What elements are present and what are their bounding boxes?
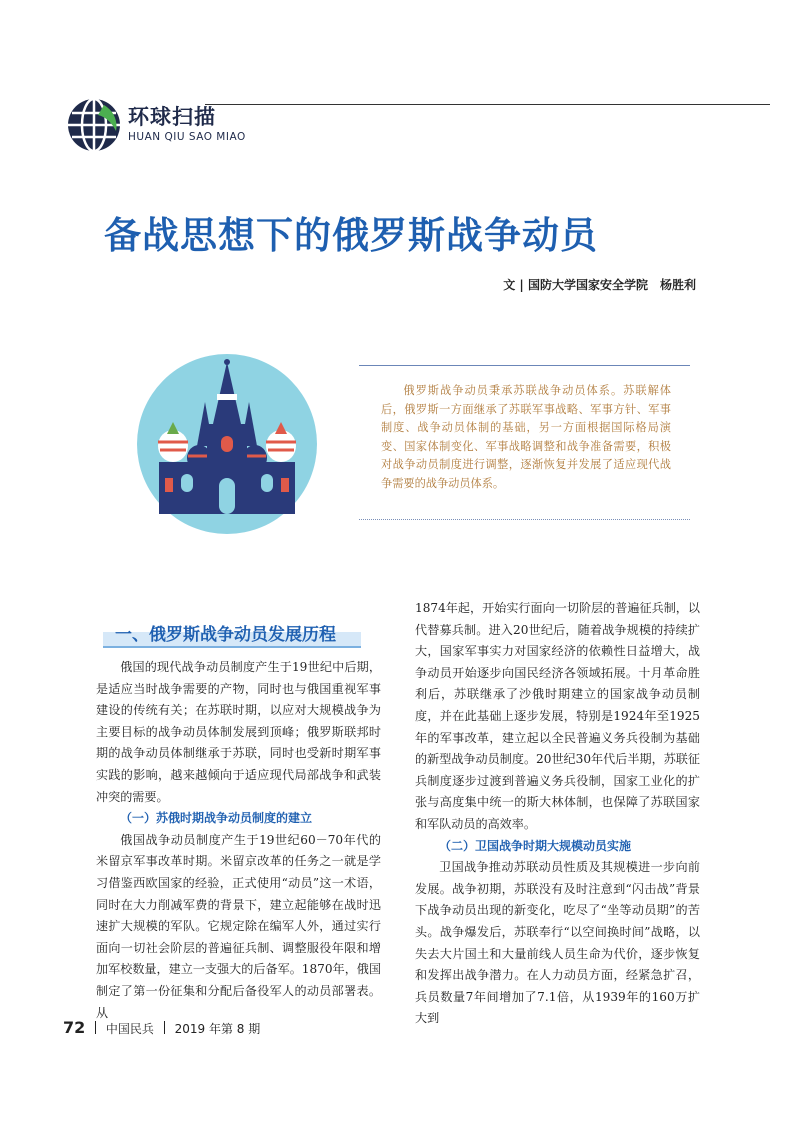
paragraph: 俄国的现代战争动员制度产生于19世纪中后期，是适应当时战争需要的产物，同时也与俄国重视军事建设的传统有关；在苏联时期，以应对大规模战争为主要目标的战争动员体制发展到顶峰；俄罗斯联邦时期的战争动员体制继承于苏联，同时也受新时期军事实践的影响，越来越倾向于适应现代局部战争和武装冲突的需要。: [96, 660, 381, 804]
section-name: 环球扫描: [128, 105, 216, 129]
article-title: 备战思想下的俄罗斯战争动员: [104, 214, 598, 257]
issue-label: 2019 年第 8 期: [174, 1022, 261, 1036]
abstract-top-rule: [359, 365, 690, 366]
paragraph: 卫国战争推动苏联动员性质及其规模进一步向前发展。战争初期，苏联没有及时注意到“闪击战”背景下战争动员出现的新变化，吃尽了“坐等动员期”的苦头。战争爆发后，苏联奉行“以空间换时间”战略，以失去大片国土和大量前线人员生命为代价，逐步恢复和发挥出战争潜力。在人力动员方面，经紧急扩召，兵员数量7年间增加了7.1倍，从1939年的160万扩大到: [415, 860, 700, 1026]
byline: 文 | 国防大学国家安全学院 杨胜利: [503, 278, 696, 292]
footer-separator: [164, 1021, 165, 1034]
magazine-name: 中国民兵: [105, 1022, 154, 1036]
left-column: [96, 657, 381, 1024]
right-column: [415, 598, 700, 1030]
footer-separator: [95, 1021, 96, 1034]
kremlin-illustration: [137, 354, 317, 534]
abstract-bottom-rule: [359, 519, 690, 520]
paragraph: 俄国战争动员制度产生于19世纪60－70年代的米留京军事改革时期。米留京改革的任务之一就是学习借鉴西欧国家的经验，正式使用“动员”这一术语，同时在大力削减军费的背景下，建立起能够在战时迅速扩大规模的军队。它规定除在编军人外，通过实行面向一切社会阶层的普遍征兵制、调整服役年限和增加军校数量，建立一支强大的后备军。1870年，俄国制定了第一份征集和分配后备役军人的动员部署表。从: [96, 832, 381, 1020]
page-number: 72: [63, 1018, 86, 1037]
section-pinyin: HUAN QIU SAO MIAO: [128, 131, 246, 143]
header-rule: [205, 104, 770, 105]
globe-icon: [66, 97, 122, 153]
section-heading: 一、俄罗斯战争动员发展历程: [115, 625, 336, 645]
page-footer: [63, 1018, 260, 1037]
subheading: （一）苏俄时期战争动员制度的建立: [120, 811, 313, 826]
subheading: （二）卫国战争时期大规模动员实施: [439, 838, 632, 853]
article-abstract: 俄罗斯战争动员秉承苏联战争动员体系。苏联解体后，俄罗斯一方面继承了苏联军事战略、军事方针、军事制度、战争动员体制的基础，另一方面根据国际格局演变、国家体制变化、军事战略调整和战争准备需要，积极对战争动员制度进行调整，逐渐恢复并发展了适应现代战争需要的战争动员体系。: [381, 384, 671, 490]
paragraph: 1874年起，开始实行面向一切阶层的普遍征兵制，以代替募兵制。进入20世纪后，随着战争规模的持续扩大，国家军事实力对国家经济的依赖性日益增大，战争动员开始逐步向国民经济各领域拓展。十月革命胜利后，苏联继承了沙俄时期建立的国家战争动员制度，并在此基础上逐步发展，特别是1924年至1925年的军事改革，建立起以全民普遍义务兵役制为基础的新型战争动员制度。20世纪30年代后半期，苏联征兵制度逐步过渡到普遍义务兵役制，国家工业化的扩张与高度集中统一的斯大林体制，也保障了苏联国家和军队动员的高效率。: [415, 601, 700, 831]
